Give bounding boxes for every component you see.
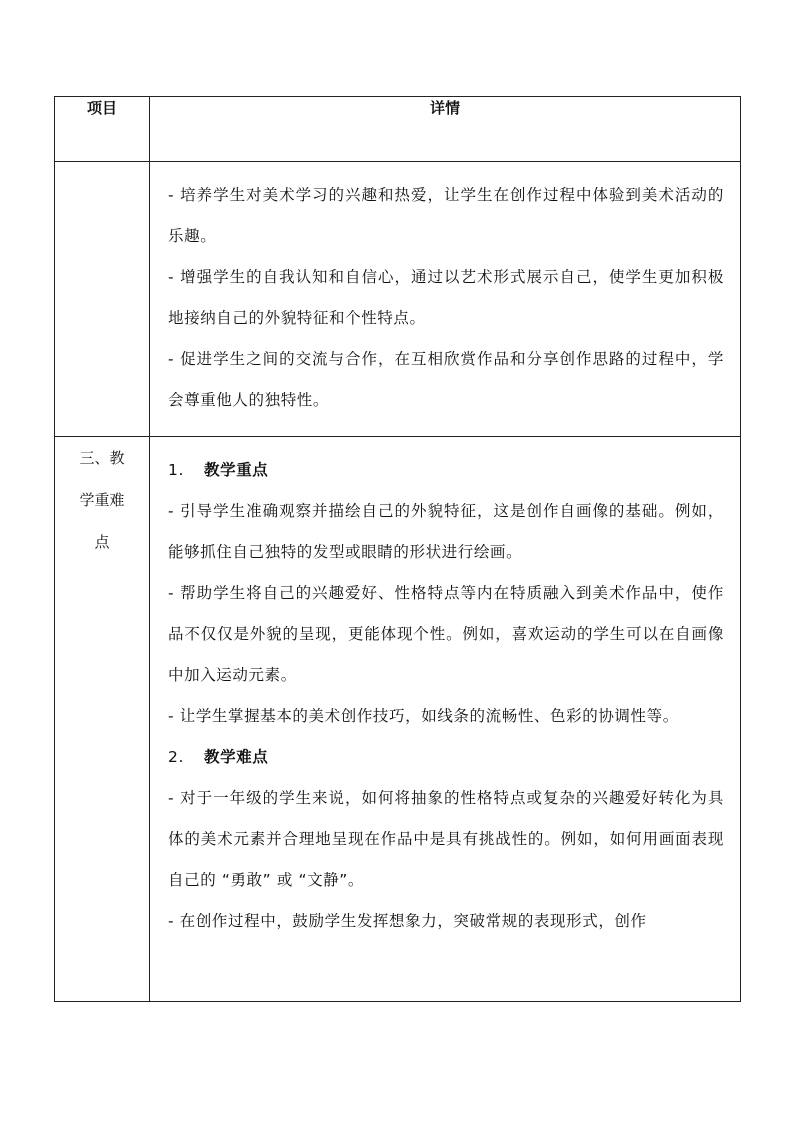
section-number: 2. [168, 748, 184, 766]
section-heading [168, 737, 724, 778]
header-item: 项目 [55, 97, 150, 162]
key-point-paragraph: - 帮助学生将自己的兴趣爱好、性格特点等内在特质融入到美术作品中，使作品不仅仅是外貌的呈现，更能体现个性。例如，喜欢运动的学生可以在自画像中加入运动元素。 [168, 584, 724, 684]
table-row [55, 162, 741, 437]
row-label: 三、教学重难点 [55, 437, 150, 1002]
row-content [150, 162, 741, 437]
key-point-paragraph: - 让学生掌握基本的美术创作技巧，如线条的流畅性、色彩的协调性等。 [168, 707, 679, 725]
table-row [55, 437, 741, 1002]
section-number: 1. [168, 461, 184, 479]
section-title: 教学难点 [204, 748, 269, 766]
lesson-plan-table [54, 96, 741, 1002]
table-header-row [55, 97, 741, 162]
key-point-paragraph: - 引导学生准确观察并描绘自己的外貌特征，这是创作自画像的基础。例如，能够抓住自己独特的发型或眼睛的形状进行绘画。 [168, 502, 724, 561]
section-heading [168, 450, 724, 491]
difficulty-paragraph: - 在创作过程中，鼓励学生发挥想象力，突破常规的表现形式，创作 [168, 912, 647, 930]
section-title: 教学重点 [204, 461, 269, 479]
goal-paragraph: - 培养学生对美术学习的兴趣和热爱，让学生在创作过程中体验到美术活动的乐趣。 [168, 186, 724, 245]
goal-paragraph: - 促进学生之间的交流与合作，在互相欣赏作品和分享创作思路的过程中，学会尊重他人的独特性。 [168, 350, 724, 409]
difficulty-paragraph: - 对于一年级的学生来说，如何将抽象的性格特点或复杂的兴趣爱好转化为具体的美术元素并合理地呈现在作品中是具有挑战性的。例如，如何用画面表现自己的 “勇敢” 或 “文静”。 [168, 789, 724, 889]
goal-paragraph: - 增强学生的自我认知和自信心，通过以艺术形式展示自己，使学生更加积极地接纳自己的外貌特征和个性特点。 [168, 268, 724, 327]
header-details: 详情 [150, 97, 741, 162]
row-label [55, 162, 150, 437]
row-content [150, 437, 741, 1002]
